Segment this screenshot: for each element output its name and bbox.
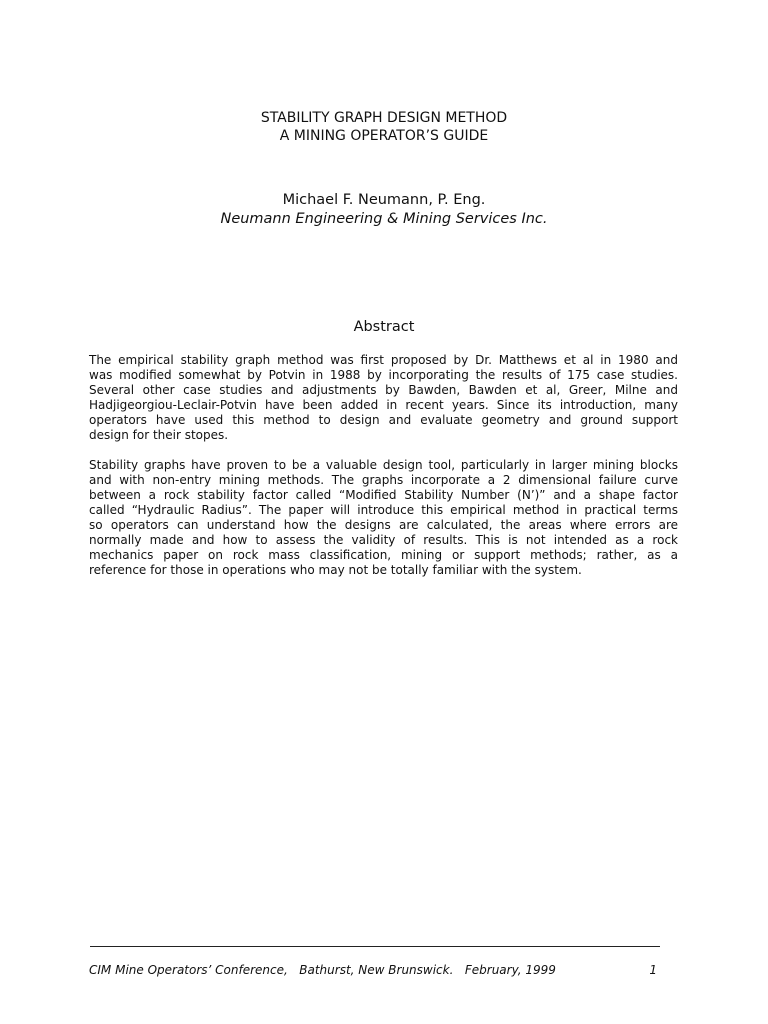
paragraph-line: operators have used this method to design and evaluate geometry and ground support <box>89 413 678 427</box>
paragraph-line: mechanics paper on rock mass classification, mining or support methods; rather, as a <box>89 548 678 562</box>
paragraph-line: Several other case studies and adjustments by Bawden, Bawden et al, Greer, Milne and <box>89 383 678 397</box>
page-number: 1 <box>649 963 657 977</box>
title-line-2: A MINING OPERATOR’S GUIDE <box>279 128 489 144</box>
paragraph-line: normally made and how to assess the validity of results. This is not intended as a rock <box>89 533 678 547</box>
author-block <box>0 191 768 229</box>
footer-conference-text: CIM Mine Operators’ Conference, Bathurst, New Brunswick. February, 1999 <box>89 963 556 977</box>
paragraph-line: reference for those in operations who may not be totally familiar with the system. <box>89 563 582 577</box>
paragraph-line: Hadjigeorgiou-Leclair-Potvin have been added in recent years. Since its introduction, many <box>89 398 678 412</box>
paragraph-line: design for their stopes. <box>89 428 229 442</box>
title-line-1: STABILITY GRAPH DESIGN METHOD <box>260 110 508 126</box>
document-title <box>0 109 768 145</box>
footer-divider <box>90 946 660 947</box>
abstract-paragraph-1 <box>89 353 678 443</box>
paragraph-line: between a rock stability factor called “Modified Stability Number (N’)” and a shape factor <box>89 488 678 502</box>
author-company: Neumann Engineering & Mining Services Inc. <box>220 211 548 227</box>
abstract-body <box>89 353 678 593</box>
paragraph-line: and with non-entry mining methods. The graphs incorporate a 2 dimensional failure curve <box>89 473 678 487</box>
abstract-paragraph-2 <box>89 458 678 578</box>
author-name: Michael F. Neumann, P. Eng. <box>282 192 486 208</box>
paragraph-line: Stability graphs have proven to be a valuable design tool, particularly in larger mining blocks <box>89 458 678 472</box>
paragraph-line: so operators can understand how the designs are calculated, the areas where errors are <box>89 518 678 532</box>
abstract-heading: Abstract <box>353 319 415 335</box>
paragraph-line: The empirical stability graph method was first proposed by Dr. Matthews et al in 1980 and <box>89 353 678 367</box>
paragraph-line: called “Hydraulic Radius”. The paper will introduce this empirical method in practical terms <box>89 503 678 517</box>
paragraph-line: was modified somewhat by Potvin in 1988 by incorporating the results of 175 case studies. <box>89 368 678 382</box>
